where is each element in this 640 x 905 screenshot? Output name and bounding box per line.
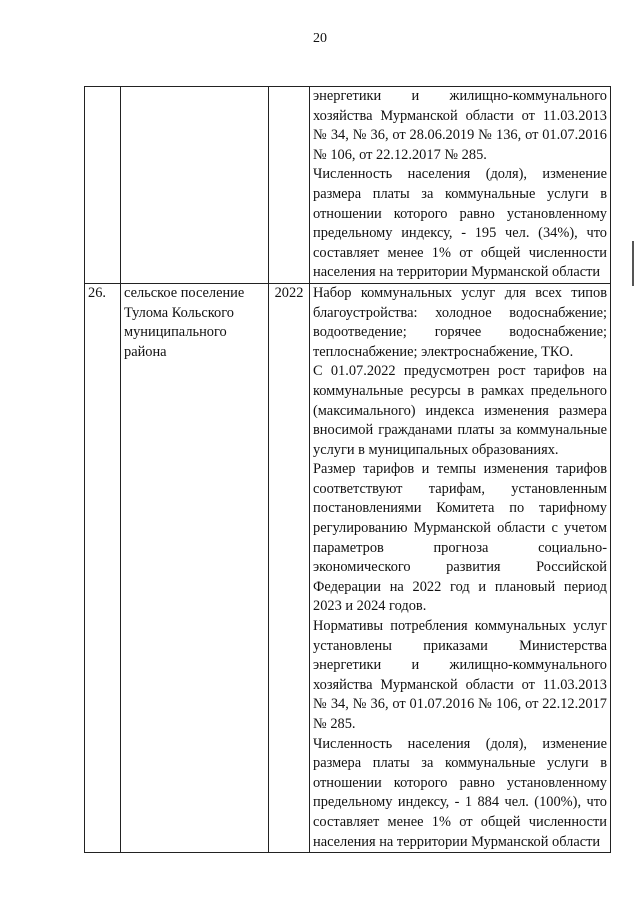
year-cell <box>269 87 310 284</box>
description-cell <box>310 283 611 852</box>
description-paragraph: Численность населения (доля), изменение размера платы за коммунальные услуги в отношении которого равно установленному предельному индексу, - 1 884 чел. (100%), что составляет менее 1% от общей численности населения на территории Мурманской области <box>313 735 607 850</box>
description-paragraph: энергетики и жилищно-коммунального хозяйства Мурманской области от 11.03.2013 № 34, № 36, от 28.06.2019 № 136, от 01.07.2016 № 106, от 22.12.2017 № 285. <box>313 88 607 163</box>
description-paragraph: Размер тарифов и темпы изменения тарифов соответствуют тарифам, установленным постановлениями Комитета по тарифному регулированию Мурманской области с учетом параметров прогноза социально-экономического развития Российской Федерации на 2022 год и плановый период 2023 и 2024 годов. <box>313 461 607 615</box>
row-number-cell: 26. <box>85 283 121 852</box>
scan-edge-mark <box>632 241 634 286</box>
row-number-cell <box>85 87 121 284</box>
description-paragraph: Нормативы потребления коммунальных услуг установлены приказами Министерства энергетики и жилищно-коммунального хозяйства Мурманской области от 11.03.2013 № 34, № 36, от 01.07.2016 № 106, от 22.12.2017 № 285. <box>313 618 607 732</box>
description-cell <box>310 87 611 284</box>
table-row-26 <box>85 283 611 852</box>
description-paragraph: Набор коммунальных услуг для всех типов благоустройства: холодное водоснабжение; водоотведение; горячее водоснабжение; теплоснабжение; электроснабжение, ТКО. <box>313 284 607 360</box>
table-row-continued <box>85 87 611 284</box>
municipality-cell <box>121 87 269 284</box>
description-paragraph: Численность населения (доля), изменение размера платы за коммунальные услуги в отношении которого равно установленному предельному индексу, - 195 чел. (34%), что составляет менее 1% от общей численности населения на территории Мурманской области <box>313 166 607 281</box>
tariff-table <box>84 86 611 853</box>
description-paragraph: С 01.07.2022 предусмотрен рост тарифов на коммунальные ресурсы в рамках предельного (максимального) индекса изменения размера вносимой гражданами платы за коммунальные услуги в муниципальных образованиях. <box>313 363 607 458</box>
year-cell: 2022 <box>269 283 310 852</box>
page-number: 20 <box>313 31 327 46</box>
municipality-cell: сельское поселение Тулома Кольского муниципального района <box>121 283 269 852</box>
